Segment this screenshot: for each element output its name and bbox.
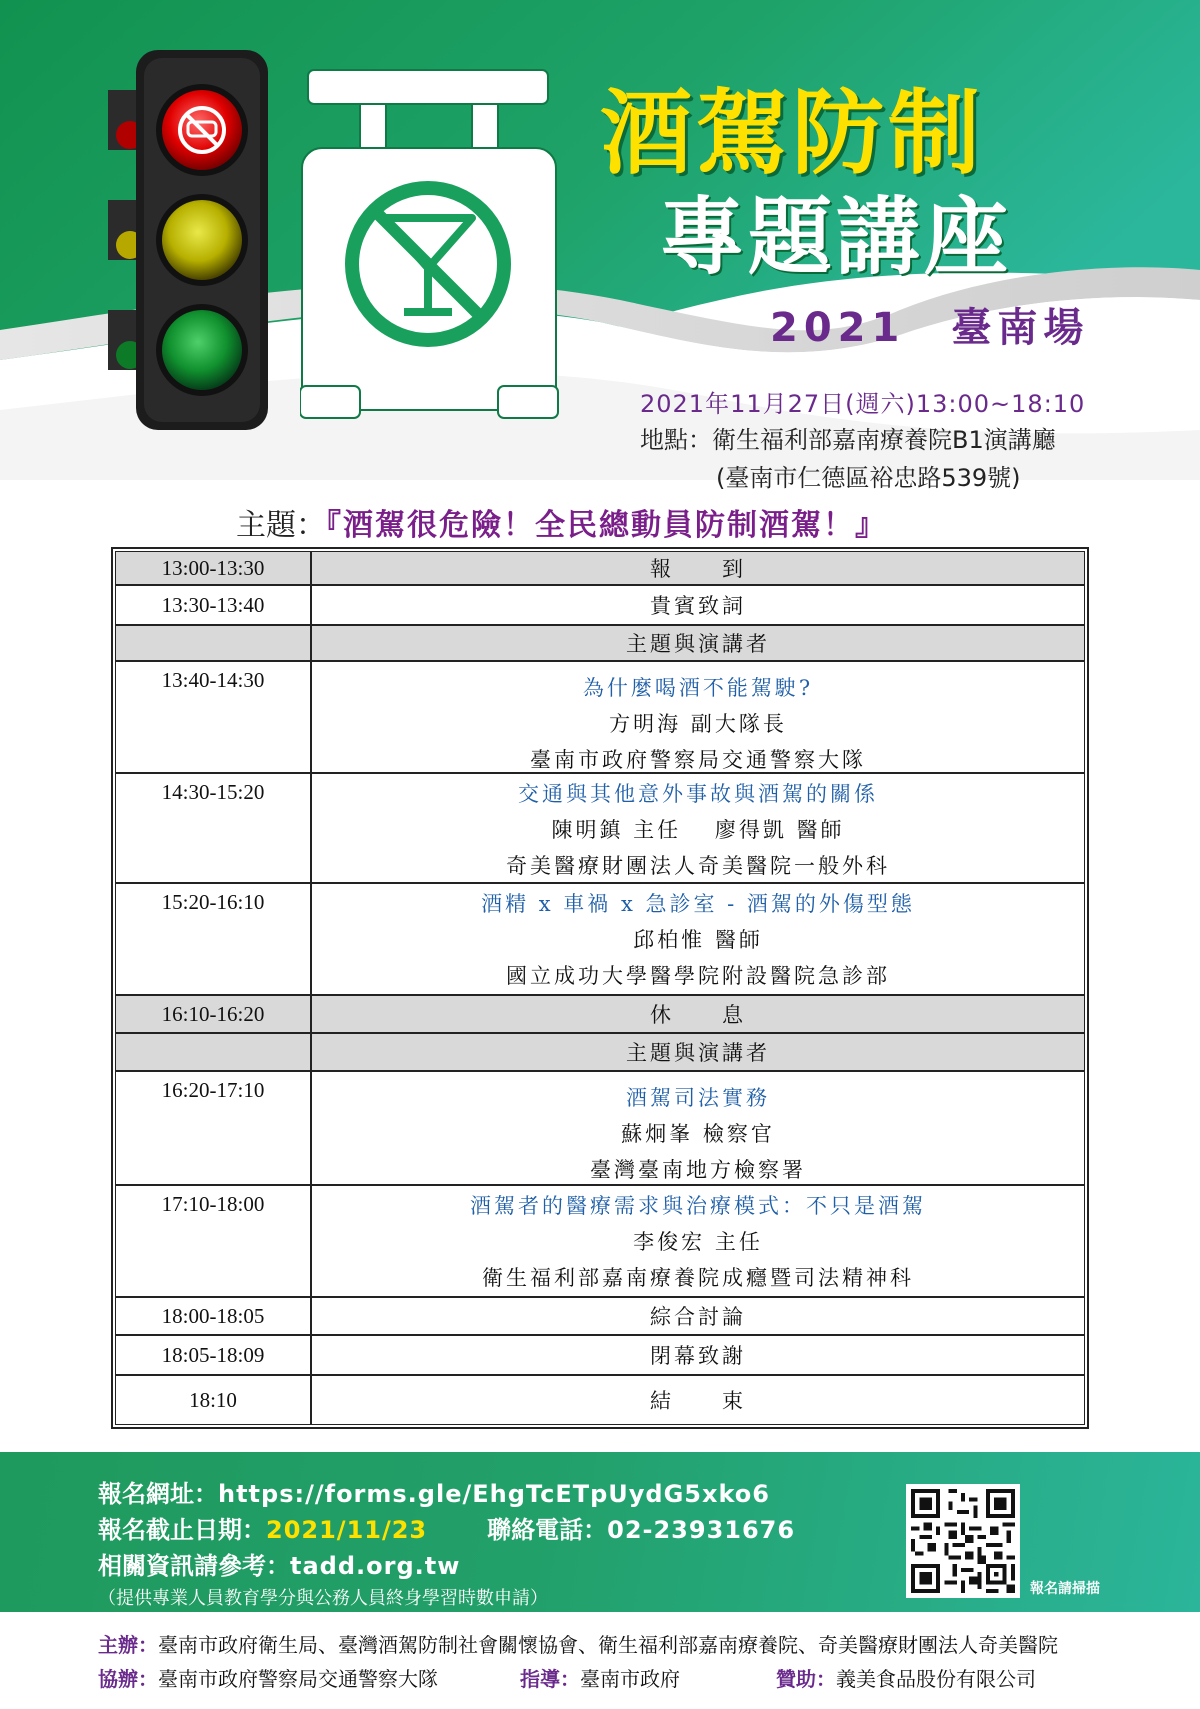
title-line-1: 酒駕防制 [600, 80, 985, 187]
organizers [98, 1628, 1138, 1696]
sponsor-label: 贊助： [776, 1667, 836, 1691]
sponsor-value: 義美食品股份有限公司 [836, 1667, 1036, 1691]
registration-url-link[interactable]: https://forms.gle/EhgTcETpUydG5xko6 [218, 1480, 770, 1508]
deadline-label: 報名截止日期： [98, 1516, 266, 1544]
talk-organization: 衛生福利部嘉南療養院成癮暨司法精神科 [482, 1266, 914, 1290]
deadline-value: 2021/11/23 [266, 1516, 428, 1544]
table-row [116, 1336, 1084, 1376]
table-row [116, 552, 1084, 586]
row-time: 13:40-14:30 [116, 662, 312, 772]
row-time: 13:00-13:30 [116, 552, 312, 584]
table-row [116, 586, 1084, 626]
registration-url-label: 報名網址： [98, 1480, 218, 1508]
table-row [116, 1298, 1084, 1336]
talk-speaker: 方明海 副大隊長 [609, 712, 787, 736]
talk-row [116, 1186, 1084, 1298]
host-value: 臺南市政府衛生局、臺灣酒駕防制社會關懷協會、衛生福利部嘉南療養院、奇美醫療財團法人奇美醫院 [158, 1633, 1058, 1657]
table-row [116, 996, 1084, 1034]
row-time: 17:10-18:00 [116, 1186, 312, 1296]
registration-deadline-row [98, 1510, 795, 1545]
guidance-label: 指導： [520, 1667, 580, 1691]
row-time: 13:30-13:40 [116, 586, 312, 624]
row-time: 18:10 [116, 1376, 312, 1424]
row-time: 14:30-15:20 [116, 774, 312, 882]
talk-row [116, 1072, 1084, 1186]
row-time: 15:20-16:10 [116, 884, 312, 994]
row-item: 報 到 [650, 557, 746, 581]
talk-row [116, 774, 1084, 884]
schedule-table [111, 547, 1089, 1429]
row-time [116, 626, 312, 660]
talk-speaker: 蘇炯峯 檢察官 [621, 1122, 775, 1146]
talk-speaker: 李俊宏 主任 [633, 1230, 763, 1254]
talk-organization: 奇美醫療財團法人奇美醫院一般外科 [506, 854, 890, 878]
phone-value: 02-23931676 [607, 1516, 796, 1544]
event-address: (臺南市仁德區裕忠路539號) [716, 464, 1021, 492]
row-time: 16:10-16:20 [116, 996, 312, 1032]
theme-text: 『酒駕很危險！全民總動員防制酒駕！』 [326, 508, 887, 543]
row-time: 18:05-18:09 [116, 1336, 312, 1374]
row-item: 閉幕致謝 [650, 1344, 746, 1368]
co-organizer-value: 臺南市政府警察局交通警察大隊 [158, 1667, 438, 1691]
section-header-row [116, 1034, 1084, 1072]
support-line [98, 1662, 1138, 1696]
host-line [98, 1628, 1138, 1662]
talk-title: 酒精 x 車禍 x 急診室 - 酒駕的外傷型態 [481, 892, 915, 916]
row-time [116, 1034, 312, 1070]
talk-row [116, 884, 1084, 996]
talk-speaker: 邱柏惟 醫師 [633, 928, 763, 952]
title-line-2: 專題講座 [660, 188, 1013, 286]
registration-url-row [98, 1474, 770, 1509]
phone-label: 聯絡電話： [487, 1516, 608, 1544]
talk-speaker: 陳明鎮 主任 廖得凱 醫師 [551, 818, 845, 842]
qr-code[interactable] [906, 1484, 1020, 1598]
event-date-time: 2021年11月27日(週六)13:00~18:10 [640, 390, 1086, 418]
row-item: 結 束 [650, 1389, 746, 1413]
credit-note: （提供專業人員教育學分與公務人員終身學習時數申請） [98, 1588, 548, 1609]
section-header-row [116, 626, 1084, 662]
row-item: 休 息 [650, 1003, 746, 1027]
info-site-label: 相關資訊請參考： [98, 1552, 290, 1580]
talk-organization: 臺灣臺南地方檢察署 [590, 1158, 806, 1182]
no-drinking-icon [300, 68, 560, 420]
talk-organization: 國立成功大學醫學院附設醫院急診部 [506, 964, 890, 988]
guidance-value: 臺南市政府 [580, 1667, 680, 1691]
host-label: 主辦： [98, 1633, 158, 1657]
section-header: 主題與演講者 [626, 632, 770, 656]
talk-title: 交通與其他意外事故與酒駕的關係 [518, 782, 878, 806]
edition-label: 2021 臺南場 [770, 305, 1090, 351]
talk-organization: 臺南市政府警察局交通警察大隊 [530, 748, 866, 772]
info-site-link[interactable]: tadd.org.tw [290, 1552, 461, 1580]
qr-code-icon [911, 1489, 1015, 1593]
row-item: 綜合討論 [650, 1305, 746, 1329]
row-item: 貴賓致詞 [650, 594, 746, 618]
row-time: 16:20-17:10 [116, 1072, 312, 1184]
event-venue: 地點：衛生福利部嘉南療養院B1演講廳 [640, 426, 1056, 454]
theme-label: 主題： [236, 508, 326, 543]
talk-title: 酒駕者的醫療需求與治療模式：不只是酒駕 [470, 1194, 926, 1218]
talk-title: 為什麼喝酒不能駕駛? [582, 676, 814, 700]
info-site-row [98, 1546, 460, 1581]
co-organizer-label: 協辦： [98, 1667, 158, 1691]
theme-row [236, 500, 887, 544]
row-time: 18:00-18:05 [116, 1298, 312, 1334]
traffic-light-illustration [108, 50, 280, 430]
talk-row [116, 662, 1084, 774]
talk-title: 酒駕司法實務 [626, 1086, 770, 1110]
qr-caption: 報名請掃描 [1030, 1581, 1100, 1597]
section-header: 主題與演講者 [626, 1041, 770, 1065]
table-row [116, 1376, 1084, 1424]
